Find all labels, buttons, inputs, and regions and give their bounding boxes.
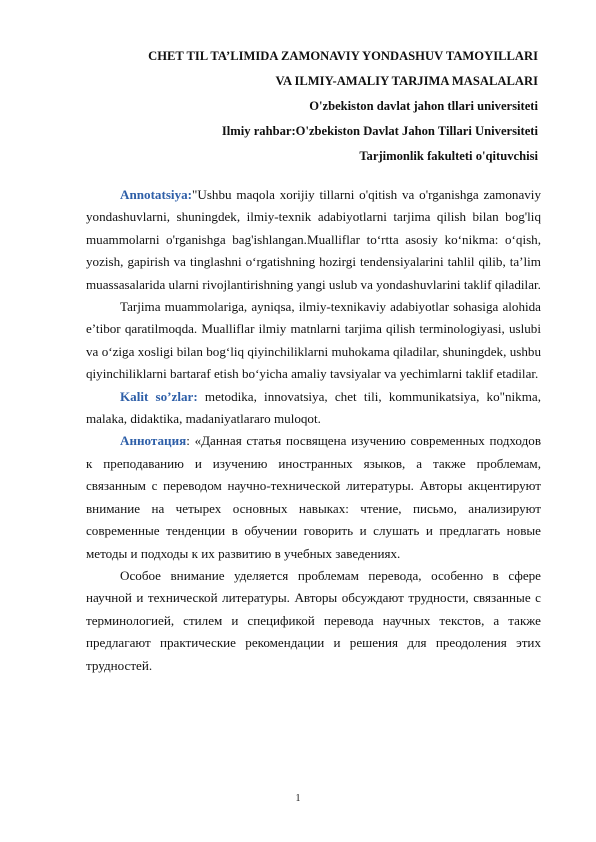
page-number: 1 (295, 793, 301, 804)
paper-body (86, 184, 541, 677)
paper-title-line-2: VA ILMIY-AMALIY TARJIMA MASALALARI (275, 74, 538, 88)
annotation-uz-paragraph-2: Tarjima muammolariga, ayniqsa, ilmiy-texnikaviy adabiyotlar sohasiga alohida e’tibor qaratilmoqda. Mualliflar ilmiy matnlarni tarjima qilish terminologiyasi, uslubi va o‘ziga xosligi bilan bog‘liq qiyinchiliklarni muhokama qiladilar, shuningdek, ushbu qiyinchiliklarni bartaraf etish bo‘yicha amaliy tavsiyalar va yechimlarni taklif etadilar. (86, 299, 541, 382)
keywords-uz-label: Kalit so’zlar: (120, 388, 198, 404)
supervisor-line: Ilmiy rahbar:O'zbekiston Davlat Jahon Tillari Universiteti (221, 124, 538, 138)
annotation-ru-paragraph-2: Особое внимание уделяется проблемам перевода, особенно в сфере научной и технической литературы. Авторы обсуждают трудности, связанные с терминологией, стилем и спецификой перевода научных текстов, а также предлагают практические рекомендации и решения для преодоления этих трудностей. (86, 567, 541, 673)
paper-title-line-1: CHET TIL TA’LIMIDA ZAMONAVIY YONDASHUV TAMOYILLARI (148, 49, 538, 63)
author-position: Tarjimonlik fakulteti o'qituvchisi (359, 149, 538, 163)
annotation-ru-paragraph (86, 430, 541, 564)
keywords-uz-paragraph (86, 386, 541, 431)
keywords-uz-text: metodika, innovatsiya, chet tili, kommunikatsiya, ko"nikma, malaka, didaktika, madaniyatlararo muloqot. (86, 388, 541, 427)
annotation-uz-paragraph (86, 184, 541, 296)
annotation-uz-label: Annotatsiya: (120, 187, 193, 202)
author-affiliation: O'zbekiston davlat jahon tllari universiteti (309, 99, 538, 113)
annotation-ru-label: Аннотация (120, 433, 187, 449)
annotation-ru-text: : «Данная статья посвящена изучению современных подходов к преподаванию и изучению иностранных языков, а также проблемам, связанным с переводом научно-технической литературы. Авторы акцентируют внимание на четырех основных навыках: чтение, письмо, анализируют современные тенденции в обучении говорить и слушать и предлагать новые методы и подходы к их развитию в учебных заведениях. (86, 433, 541, 561)
annotation-uz-text: "Ushbu maqola xorijiy tillarni o'qitish va o'rganishga zamonaviy yondashuvlarni, shuningdek, ilmiy-texnik adabiyotlarni tarjima qilish bilan bog'liq muammolarni o'rganishga bag'ishlangan.Mualliflar to‘rtta asosiy ko‘nikma: o‘qish, yozish, gapirish va tinglashni o‘rgatishning hozirgi tendensiyalarini tahlil qilib, ta’lim muassasalarida ularni rivojlantirishning yangi uslub va yondashuvlarini taklif qiladilar. (86, 187, 541, 292)
